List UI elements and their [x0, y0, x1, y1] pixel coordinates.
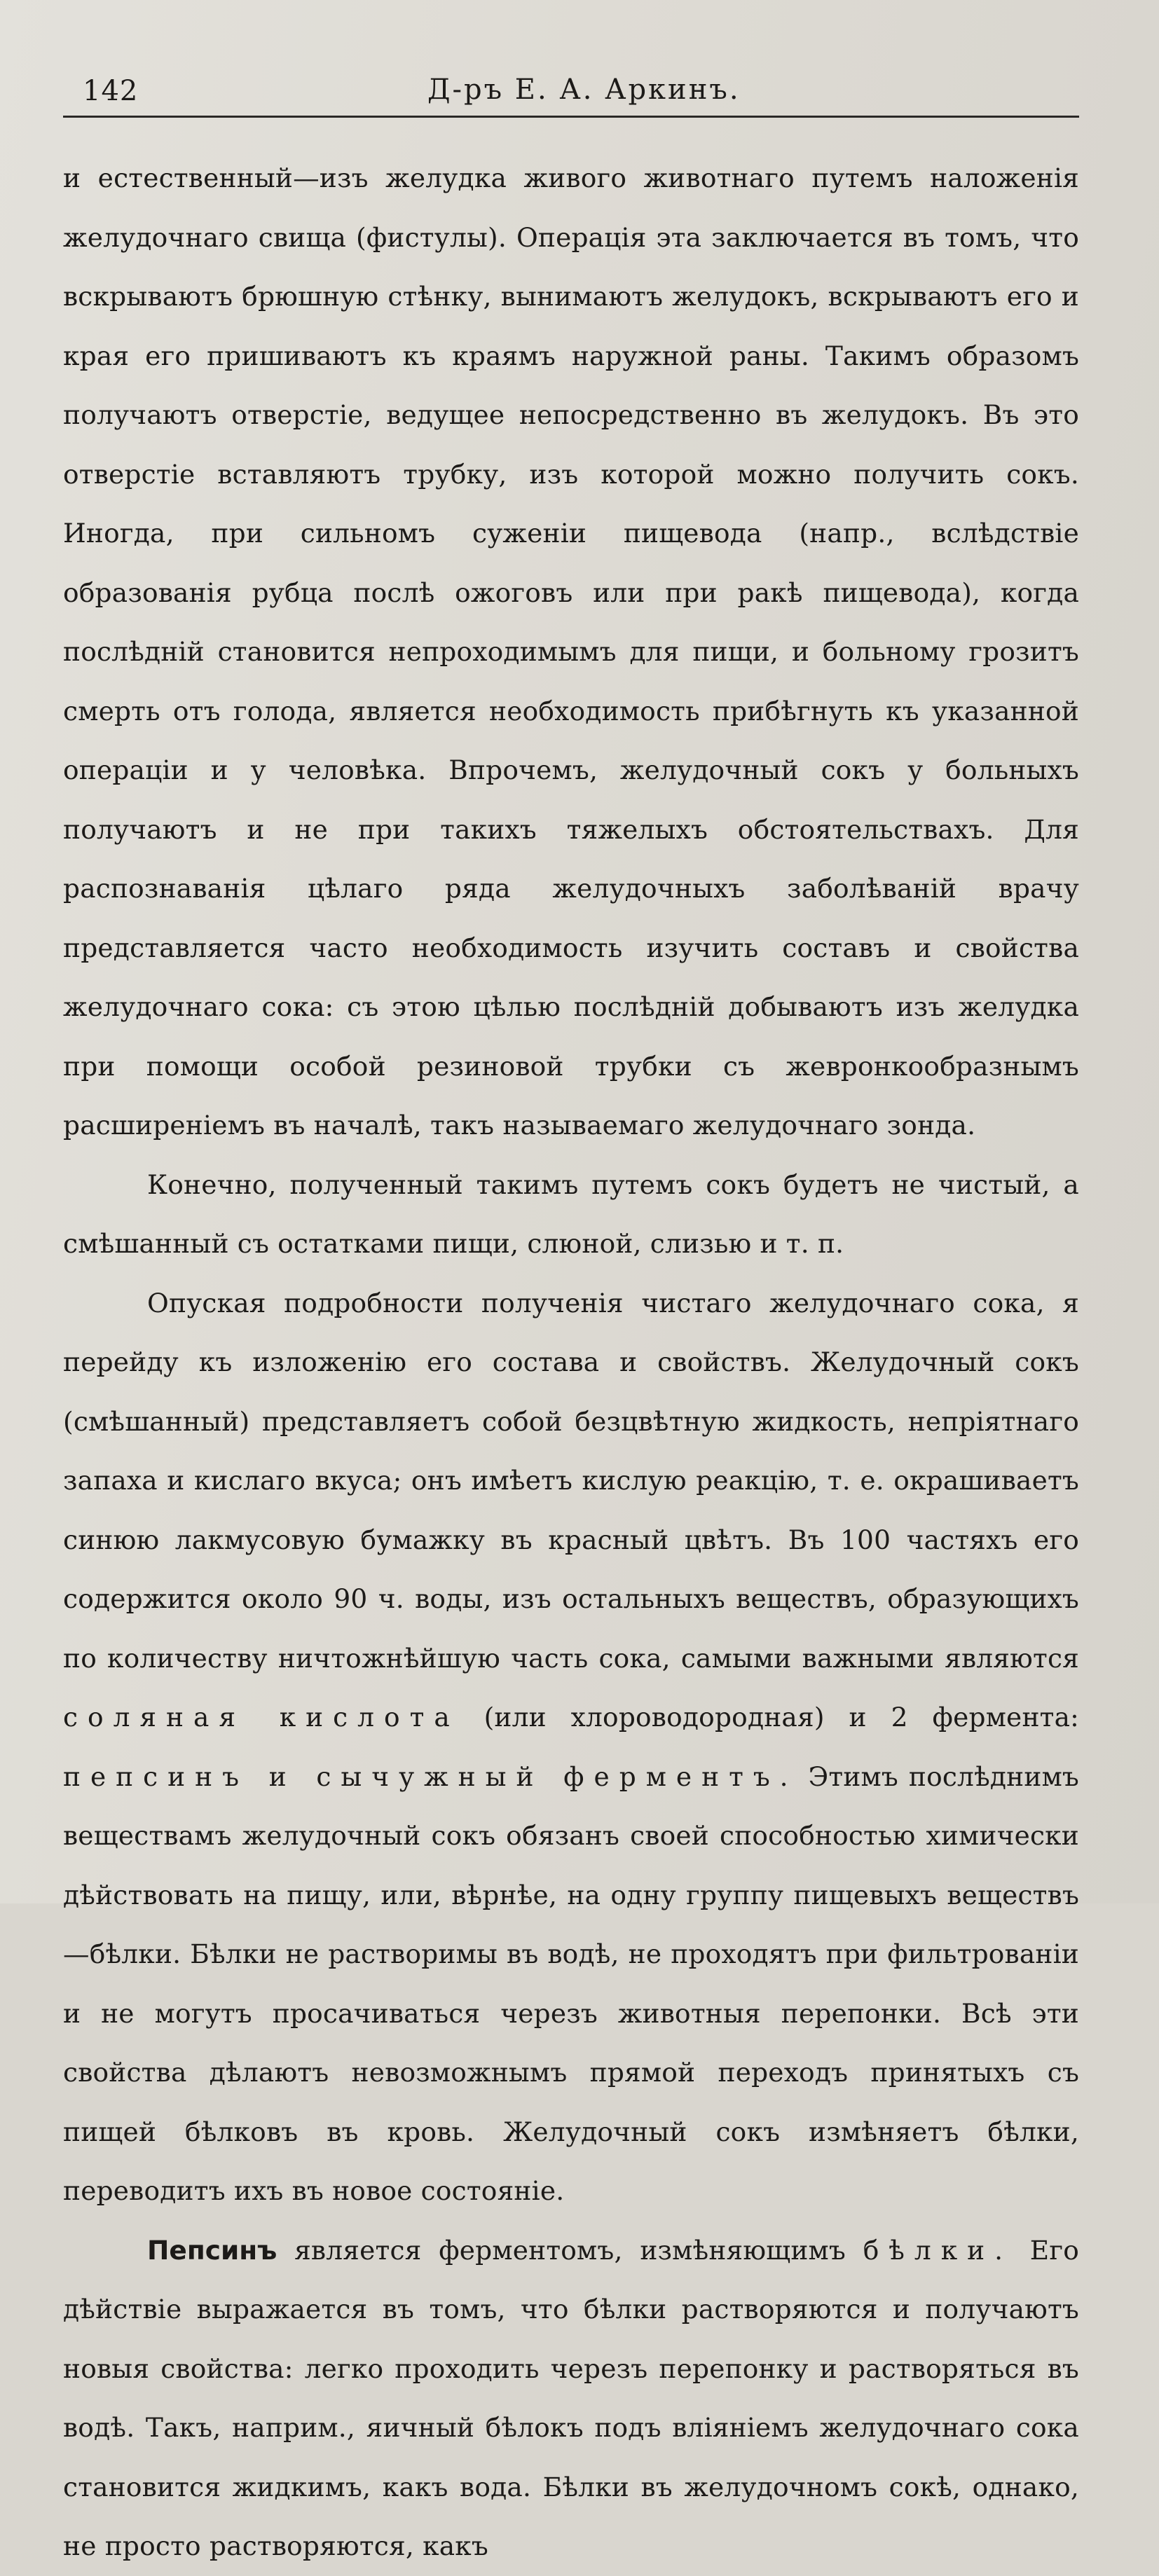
- running-title: Д-ръ Е. А. Аркинъ.: [427, 74, 741, 106]
- body-text: [63, 149, 1079, 2576]
- term-proteins: бѣлки.: [863, 2234, 1013, 2266]
- term-hydrochloric-acid: соляная кислота: [63, 1702, 460, 1733]
- page-content: [63, 67, 1079, 2576]
- term-pepsin: Пепсинъ: [147, 2234, 277, 2266]
- term-enzymes: пепсинъ и сычужный ферментъ.: [63, 1761, 798, 1792]
- paragraph-3: [63, 1274, 1079, 2221]
- page-number: 142: [83, 75, 139, 107]
- paragraph-4: [63, 2221, 1079, 2576]
- paragraph-4-text-d: Его дѣйствіе выражается въ томъ, что бѣлки растворяются и получаютъ новыя свойства: легко проходить черезъ перепонку и растворяться въ водѣ. Такъ, наприм., яичный бѣлокъ подъ вліяніемъ желудочнаго сока становится жидкимъ, какъ вода. Бѣлки въ желудочномъ сокѣ, однако, не просто растворяются, какъ: [63, 2234, 1079, 2561]
- paragraph-1: и естественный—изъ желудка живого животнаго путемъ наложенія желудочнаго свища (фистулы). Операція эта заключается въ томъ, что вскрываютъ брюшную стѣнку, вынимаютъ желудокъ, вскрываютъ его и края его пришиваютъ къ краямъ наружной раны. Такимъ образомъ получаютъ отверстіе, ведущее непосредственно въ желудокъ. Въ это отверстіе вставляютъ трубку, изъ которой можно получить сокъ. Иногда, при сильномъ суженіи пищевода (напр., вслѣдствіе образованія рубца послѣ ожоговъ или при ракѣ пищевода), когда послѣдній становится непроходимымъ для пищи, и больному грозитъ смерть отъ голода, является необходимость прибѣгнуть къ указанной операціи и у человѣка. Впрочемъ, желудочный сокъ у больныхъ получаютъ и не при такихъ тяжелыхъ обстоятельствахъ. Для распознаванія цѣлаго ряда желудочныхъ заболѣваній врачу представляется часто необходимость изучить составъ и свойства желудочнаго сока: съ этою цѣлью послѣдній добываютъ изъ желудка при помощи особой резиновой трубки съ жевронкообразнымъ расширеніемъ въ началѣ, такъ называемаго желудочнаго зонда.: [63, 163, 1079, 1141]
- paragraph-4-text-b: является ферментомъ, измѣняющимъ: [294, 2234, 846, 2266]
- paragraph-3-text-c: (или хлороводородная) и 2 фермента:: [484, 1702, 1079, 1733]
- paragraph-2: Конечно, полученный такимъ путемъ сокъ будетъ не чистый, а смѣшанный съ остатками пищи, слюной, слизью и т. п.: [63, 1169, 1079, 1259]
- paragraph-3-text-e: Этимъ послѣднимъ веществамъ желудочный сокъ обязанъ своей способностью химически дѣйствовать на пищу, или, вѣрнѣе, на одну группу пищевыхъ веществъ—бѣлки. Бѣлки не растворимы въ водѣ, не проходятъ при фильтрованіи и не могутъ просачиваться черезъ животныя перепонки. Всѣ эти свойства дѣлаютъ невозможнымъ прямой переходъ принятыхъ съ пищей бѣлковъ въ кровь. Желудочный сокъ измѣняетъ бѣлки, переводитъ ихъ въ новое состояніе.: [63, 1761, 1079, 2206]
- paragraph-3-text-a: Опуская подробности полученія чистаго желудочнаго сока, я перейду къ изложенію его состава и свойствъ. Желудочный сокъ (смѣшанный) представляетъ собой безцвѣтную жидкость, непріятнаго запаха и кислаго вкуса; онъ имѣетъ кислую реакцію, т. е. окрашиваетъ синюю лакмусовую бумажку въ красный цвѣтъ. Въ 100 частяхъ его содержится около 90 ч. воды, изъ остальныхъ веществъ, образующихъ по количеству ничтожнѣйшую часть сока, самыми важными являются: [63, 1287, 1079, 1674]
- page-header: [63, 67, 1079, 118]
